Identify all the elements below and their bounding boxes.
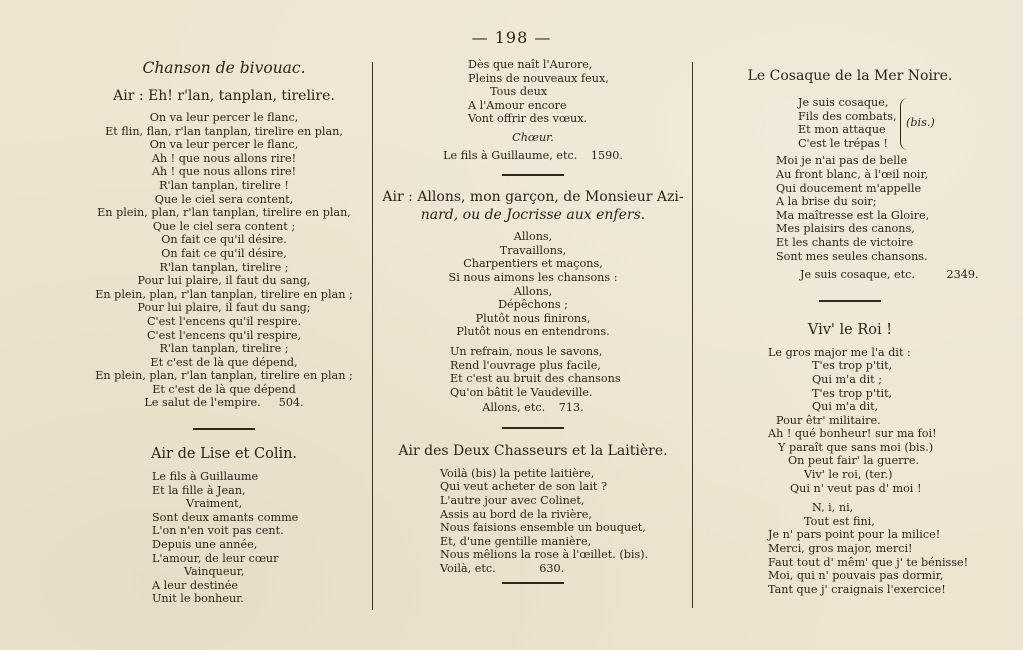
song-number: 630. xyxy=(539,562,565,576)
verse-line xyxy=(78,396,370,410)
verse-line xyxy=(776,154,1000,168)
verse-line xyxy=(450,359,686,373)
verse-line xyxy=(440,467,686,481)
line-text: Au front blanc, à l'œil noir, xyxy=(776,167,929,181)
line-text: Que le ciel sera content ; xyxy=(152,219,296,233)
line-text: Et flin, flan, r'lan tanplan, tirelire en plan, xyxy=(105,124,343,138)
column-1 xyxy=(78,58,370,606)
line-text: Et la fille à Jean, xyxy=(152,483,246,497)
line-text: Le fils à Guillaume xyxy=(152,470,259,484)
line-text: On va leur percer le flanc, xyxy=(149,138,299,152)
line-text: Et c'est au bruit des chansons xyxy=(450,372,621,386)
verse-line xyxy=(78,111,370,125)
verse-line xyxy=(440,521,686,535)
verse-line xyxy=(380,72,686,86)
song-title: Air : Allons, mon garçon, de Monsieur Azi- xyxy=(382,189,684,206)
verse-line xyxy=(380,271,686,285)
verse-line xyxy=(700,427,1000,441)
verse-line xyxy=(776,168,1000,182)
section-rule xyxy=(502,582,564,584)
line-text: C'est le trépas ! xyxy=(798,136,888,150)
verse xyxy=(380,230,686,339)
verse-line xyxy=(450,386,686,400)
line-text: Que le ciel sera content, xyxy=(154,192,294,206)
verse-line xyxy=(700,542,1000,556)
line-text: A la brise du soir; xyxy=(776,195,877,209)
verse-line xyxy=(380,99,686,113)
verse-line xyxy=(380,285,686,299)
line-text: Voilà, etc. xyxy=(440,562,496,576)
verse-line xyxy=(78,125,370,139)
verse-line xyxy=(700,583,1000,597)
verse-line xyxy=(700,373,1000,387)
verse-line xyxy=(78,383,370,397)
verse-line xyxy=(700,528,1000,542)
line-text: On fait ce qu'il désire. xyxy=(161,233,287,247)
line-text: Qui m'a dit, xyxy=(812,400,879,414)
verse-line xyxy=(78,369,370,383)
line-text: Sont mes seules chansons. xyxy=(776,249,928,263)
verse-line xyxy=(78,274,370,288)
verse-line xyxy=(440,535,686,549)
column-2 xyxy=(380,58,686,594)
line-text: Vont offrir des vœux. xyxy=(468,112,588,126)
verse-line xyxy=(380,58,686,72)
section-rule xyxy=(193,428,255,430)
line-text: Le salut de l'empire. xyxy=(144,396,261,410)
section-rule xyxy=(819,300,881,302)
line-text: Si nous aimons les chansons : xyxy=(448,270,618,284)
line-text: Merci, gros major, merci! xyxy=(768,542,913,556)
verse-line xyxy=(440,508,686,522)
line-text: Pour lui plaire, il faut du sang, xyxy=(137,274,311,288)
line-text: Qui veut acheter de son lait ? xyxy=(440,480,607,494)
line-text: Et mon attaque xyxy=(798,123,886,137)
verse-line xyxy=(78,497,370,511)
line-text: Qui n' veut pas d' moi ! xyxy=(790,481,922,495)
line-text: Ah ! qué bonheur! sur ma foi! xyxy=(768,427,937,441)
line-text: N, i, ni, xyxy=(812,501,854,515)
verse-line xyxy=(380,112,686,126)
end-line xyxy=(380,401,686,415)
verse-line xyxy=(450,345,686,359)
verse-line xyxy=(78,301,370,315)
verse-line xyxy=(78,565,370,579)
verse-line xyxy=(78,484,370,498)
line-text: Nous mêlions la rose à l'œillet. (bis). xyxy=(440,548,649,562)
verse-line xyxy=(700,387,1000,401)
verse xyxy=(380,58,686,126)
verse-line xyxy=(450,372,686,386)
line-text: Ah ! que nous allons rire! xyxy=(151,165,297,179)
verse-line xyxy=(380,244,686,258)
line-text: Moi je n'ai pas de belle xyxy=(776,154,908,168)
column-divider-left xyxy=(372,62,373,610)
verse-line xyxy=(380,312,686,326)
section-rule xyxy=(502,427,564,429)
verse-line xyxy=(700,454,1000,468)
section-rule xyxy=(502,174,564,176)
line-text: Et les chants de victoire xyxy=(776,235,914,249)
verse-line xyxy=(78,152,370,166)
line-text: Tout est fini, xyxy=(804,514,875,528)
line-text: Moi, qui n' pouvais pas dormir, xyxy=(768,569,944,583)
verse-line xyxy=(78,592,370,606)
line-text: R'lan tanplan, tirelire ; xyxy=(159,260,289,274)
line-text: Allons, etc. xyxy=(482,401,546,415)
verse-line xyxy=(700,569,1000,583)
verse-line xyxy=(776,182,1000,196)
verse-line xyxy=(78,315,370,329)
line-text: L'amour, de leur cœur xyxy=(152,551,279,565)
line-text: L'on n'en voit pas cent. xyxy=(152,524,284,538)
line-text: Et c'est de là que dépend xyxy=(152,382,296,396)
verse-line xyxy=(700,359,1000,373)
line-text: Dès que naît l'Aurore, xyxy=(468,58,593,71)
verse-line xyxy=(78,524,370,538)
line-text: Allons, xyxy=(513,230,553,244)
line-text: Nous faisions ensemble un bouquet, xyxy=(440,521,646,535)
song-number: 1590. xyxy=(590,148,623,162)
line-text: Travaillons, xyxy=(499,243,567,257)
line-text: Allons, xyxy=(513,284,553,298)
song-title: Air de Lise et Colin. xyxy=(150,446,298,463)
line-text: Charpentiers et maçons, xyxy=(463,257,603,271)
line-text: R'lan tanplan, tirelire ; xyxy=(159,342,289,356)
line-text: En plein, plan, r'lan tanplan, tirelire en plan ; xyxy=(95,287,353,301)
verse-line xyxy=(78,193,370,207)
line-text: Je n' pars point pour la milice! xyxy=(768,528,941,542)
line-text: Et c'est de là que dépend, xyxy=(150,355,298,369)
line-text: Ah ! que nous allons rire! xyxy=(151,151,297,165)
verse xyxy=(700,154,1000,263)
verse-line xyxy=(776,222,1000,236)
verse-line xyxy=(78,247,370,261)
song-title: Le Cosaque de la Mer Noire. xyxy=(747,68,953,84)
line-text: Vainqueur, xyxy=(184,565,245,579)
verse-line xyxy=(700,515,1000,529)
verse xyxy=(380,345,686,399)
end-line xyxy=(380,562,686,576)
line-text: Le fils à Guillaume, etc. xyxy=(443,148,578,162)
verse-line xyxy=(798,123,1000,137)
verse-line xyxy=(700,400,1000,414)
line-text: Unit le bonheur. xyxy=(152,592,244,606)
line-text: Plutôt nous en entendrons. xyxy=(456,325,610,339)
line-text: T'es trop p'tit, xyxy=(812,386,893,400)
song-number: 2349. xyxy=(946,268,979,282)
line-text: Tous deux xyxy=(490,85,548,99)
verse xyxy=(380,467,686,562)
verse-line xyxy=(440,480,686,494)
column-divider-right xyxy=(692,62,693,608)
verse-line xyxy=(78,206,370,220)
verse-line xyxy=(440,494,686,508)
line-text: Y paraît que sans moi (bis.) xyxy=(778,440,934,454)
song-title-line-2: nard, ou de Jocrisse aux enfers. xyxy=(420,207,646,224)
verse-line xyxy=(380,230,686,244)
bis-block xyxy=(700,96,1000,150)
line-text: Qui m'a dit ; xyxy=(812,372,882,386)
verse-line xyxy=(78,470,370,484)
line-text: Pleins de nouveaux feux, xyxy=(468,71,609,85)
end-line xyxy=(700,268,1000,282)
page-number: — 198 — xyxy=(471,28,552,47)
line-text: Rend l'ouvrage plus facile, xyxy=(450,358,601,372)
line-text: Un refrain, nous le savons, xyxy=(450,344,603,358)
verse-line xyxy=(78,552,370,566)
line-text: On va leur percer le flanc, xyxy=(149,111,299,124)
choeur-line xyxy=(380,149,686,163)
verse-line xyxy=(380,85,686,99)
verse xyxy=(78,111,370,410)
line-text: Qu'on bâtit le Vaudeville. xyxy=(450,385,593,399)
column-3 xyxy=(700,58,1000,596)
verse-line xyxy=(380,257,686,271)
verse-line xyxy=(78,220,370,234)
verse xyxy=(798,96,1000,150)
line-text: T'es trop p'tit, xyxy=(812,359,893,373)
verse-line xyxy=(776,250,1000,264)
song-air: Air : Eh! r'lan, tanplan, tirelire. xyxy=(113,88,335,104)
line-text: Pour lui plaire, il faut du sang; xyxy=(137,301,311,315)
choeur-label: Chœur. xyxy=(512,130,554,144)
verse-line xyxy=(78,261,370,275)
verse-line xyxy=(440,548,686,562)
line-text: C'est l'encens qu'il respire, xyxy=(146,328,302,342)
verse xyxy=(700,501,1000,596)
verse-line xyxy=(78,138,370,152)
verse-line xyxy=(700,346,1000,360)
line-text: En plein, plan, r'lan tanplan, tirelire en plan ; xyxy=(95,369,353,383)
line-text: Ma maîtresse est la Gloire, xyxy=(776,208,930,222)
line-text: Mes plaisirs des canons, xyxy=(776,222,915,236)
verse-line xyxy=(78,179,370,193)
line-text: Fils des combats, xyxy=(798,109,897,123)
verse-line xyxy=(78,342,370,356)
song-title: Chanson de bivouac. xyxy=(142,59,306,77)
line-text: Voilà (bis) la petite laitière, xyxy=(440,466,595,480)
line-text: Je suis cosaque, xyxy=(798,96,889,109)
line-text: Pour êtr' militaire. xyxy=(776,413,881,427)
verse-line xyxy=(78,579,370,593)
verse-line xyxy=(776,236,1000,250)
line-text: On peut fair' la guerre. xyxy=(788,454,920,468)
verse-line xyxy=(798,137,1000,151)
song-number: 504. xyxy=(278,396,304,410)
verse-line xyxy=(78,538,370,552)
line-text: Sont deux amants comme xyxy=(152,510,299,524)
verse-line xyxy=(798,96,1000,110)
line-text: C'est l'encens qu'il respire. xyxy=(146,314,302,328)
verse-line xyxy=(700,468,1000,482)
verse-line xyxy=(776,209,1000,223)
song-title: Air des Deux Chasseurs et la Laitière. xyxy=(398,442,668,459)
song-title: Viv' le Roi ! xyxy=(807,321,893,338)
verse-line xyxy=(700,501,1000,515)
verse-line xyxy=(78,288,370,302)
line-text: A l'Amour encore xyxy=(468,98,567,112)
verse-line xyxy=(700,441,1000,455)
line-text: Faut tout d' mêm' que j' te bénisse! xyxy=(768,555,969,569)
line-text: Dépêchons ; xyxy=(498,298,568,312)
line-text: Et, d'une gentille manière, xyxy=(440,534,592,548)
song-number: 713. xyxy=(558,401,584,415)
verse-line xyxy=(78,233,370,247)
line-text: Viv' le roi, (ter.) xyxy=(804,468,893,482)
line-text: Qui doucement m'appelle xyxy=(776,181,922,195)
line-text: R'lan tanplan, tirelire ! xyxy=(159,178,289,192)
line-text: L'autre jour avec Colinet, xyxy=(440,494,585,508)
verse-line xyxy=(380,298,686,312)
verse-line xyxy=(78,511,370,525)
verse-line xyxy=(78,165,370,179)
line-text: Vraiment, xyxy=(186,497,243,511)
line-text: Le gros major me l'a dit : xyxy=(768,345,911,359)
bis-label: (bis.) xyxy=(906,116,935,129)
verse-line xyxy=(380,325,686,339)
verse-line xyxy=(700,482,1000,496)
line-text: Plutôt nous finirons, xyxy=(475,311,591,325)
verse xyxy=(700,346,1000,496)
line-text: Depuis une année, xyxy=(152,538,258,552)
verse-line xyxy=(78,356,370,370)
line-text: On fait ce qu'il désire, xyxy=(161,246,287,260)
verse xyxy=(78,470,370,606)
verse-line xyxy=(798,110,1000,124)
line-text: A leur destinée xyxy=(152,578,238,592)
line-text: En plein, plan, r'lan tanplan, tirelire en plan, xyxy=(97,206,351,220)
line-text: Je suis cosaque, etc. xyxy=(800,268,915,282)
line-text: Assis au bord de la rivière, xyxy=(440,507,592,521)
verse-line xyxy=(700,414,1000,428)
line-text: Tant que j' craignais l'exercice! xyxy=(768,582,946,596)
verse-line xyxy=(78,329,370,343)
verse-line xyxy=(700,556,1000,570)
verse-line xyxy=(776,195,1000,209)
